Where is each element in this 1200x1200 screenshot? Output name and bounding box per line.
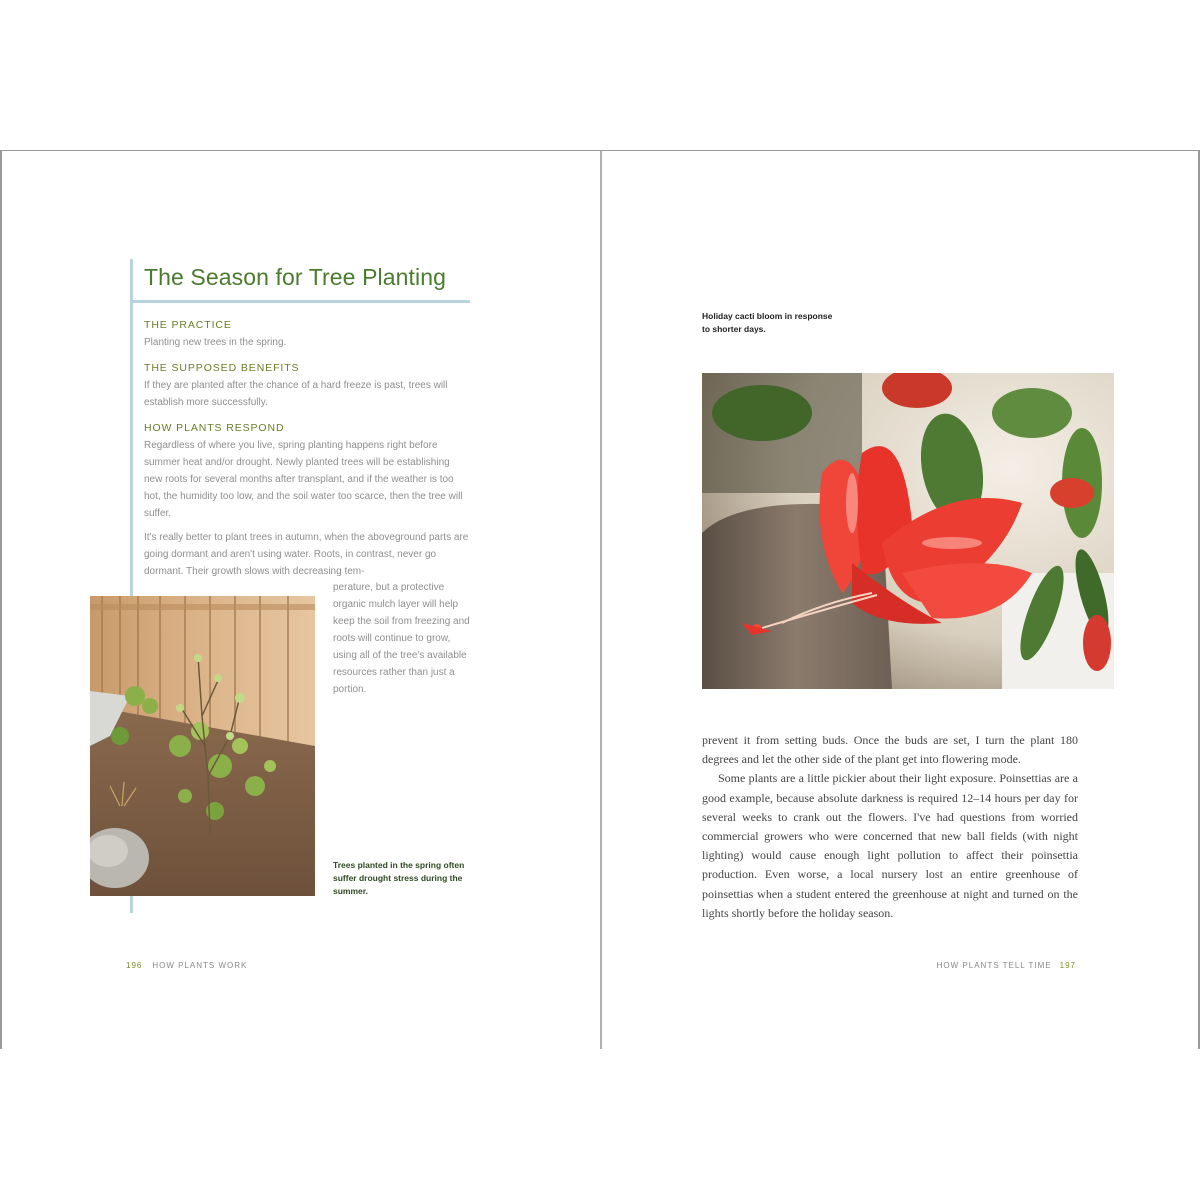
- benefits-text: If they are planted after the chance of a hard freeze is past, trees will establish more successfully.: [144, 380, 448, 408]
- tree-photo-caption: Trees planted in the spring often suffer drought stress during the summer.: [333, 860, 465, 896]
- book-spread: [0, 150, 1200, 1051]
- benefits-heading: THE SUPPOSED BENEFITS: [144, 362, 300, 374]
- body-paragraph-1: prevent it from setting buds. Once the buds are set, I turn the plant 180 degrees and let the other side of the plant get into flowering mode.: [702, 733, 1078, 767]
- left-page-footer: [126, 961, 247, 970]
- sidebar-title: The Season for Tree Planting: [144, 264, 446, 290]
- left-page-number: 196: [126, 961, 143, 970]
- holiday-cactus-illustration: [702, 373, 1114, 689]
- cactus-photo-caption: Holiday cacti bloom in response to shorter days.: [702, 311, 833, 334]
- tree-planting-illustration: [90, 596, 315, 896]
- sidebar-title-rule: [133, 300, 470, 303]
- body-text: [702, 731, 1078, 923]
- right-page-footer: [937, 961, 1076, 970]
- response-text-2a: It's really better to plant trees in autumn, when the aboveground parts are going dormant and aren't using water. Roots, in contrast, never go dormant. Their growth slows with decreasing tem-: [144, 532, 469, 577]
- tree-planting-photo: [90, 596, 315, 896]
- right-page-number: 197: [1059, 961, 1076, 970]
- holiday-cactus-photo: [702, 373, 1114, 689]
- practice-heading: THE PRACTICE: [144, 319, 232, 331]
- response-heading: HOW PLANTS RESPOND: [144, 422, 285, 434]
- body-paragraph-2: Some plants are a little pickier about their light exposure. Poinsettias are a good example, because absolute darkness is required 12–14 hours per day for several weeks to crank out the flowers. I've had questions from worried commercial growers who were concerned that new ball fields (with night lighting) would cause enough light pollution to affect their poinsettia production. Even worse, a local nursery lost an entire greenhouse of poinsettias when a student entered the greenhouse at night and turned on the lights shortly before the holiday season.: [702, 771, 1078, 920]
- left-running-head: HOW PLANTS WORK: [152, 961, 248, 970]
- right-running-head: HOW PLANTS TELL TIME: [936, 961, 1052, 970]
- left-page-edge: [0, 151, 2, 1049]
- practice-text: Planting new trees in the spring.: [144, 337, 287, 348]
- response-text: Regardless of where you live, spring planting happens right before summer heat and/or drought. Newly planted trees will be establishing new roots for several months after transplant, and if the weather is too hot, the humidity too low, and the soil water too scarce, then the tree will suffer.: [144, 440, 463, 519]
- response-text-2b: perature, but a protective organic mulch layer will help keep the soil from freezing and roots will continue to grow, using all of the tree's available resources rather than just a portion.: [333, 582, 470, 695]
- page-gutter: [600, 151, 602, 1049]
